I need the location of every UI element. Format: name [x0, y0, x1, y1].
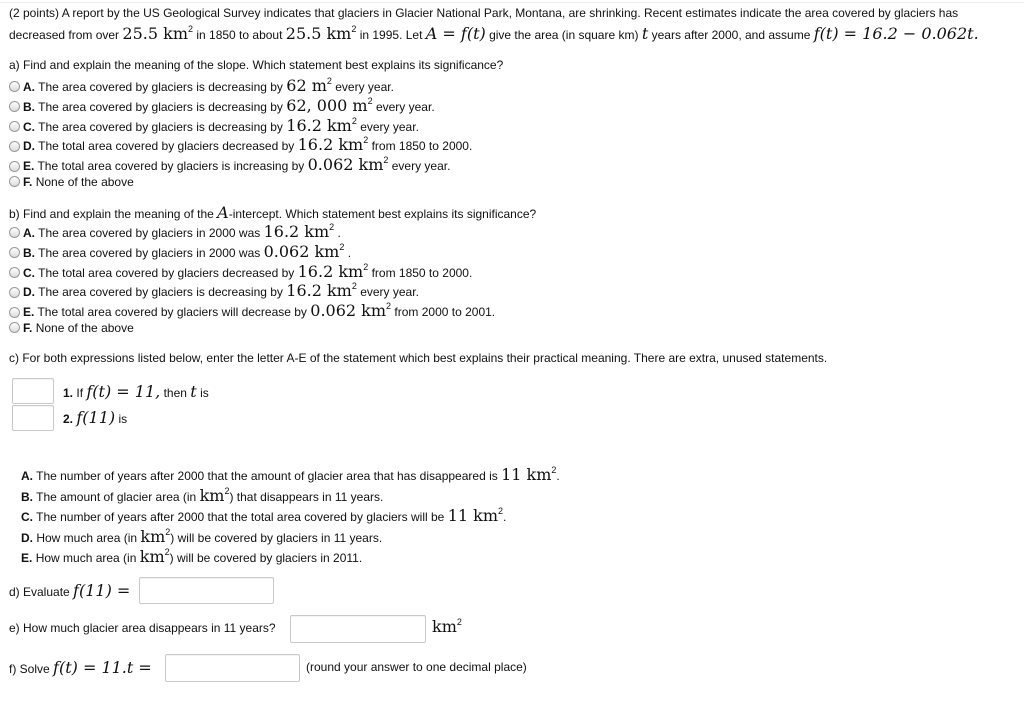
intro-math: 25.5 km: [122, 24, 188, 43]
part-f-label: [9, 658, 152, 677]
option-math: 16.2 km: [286, 281, 352, 301]
statement-row: [21, 465, 560, 484]
part-c-answer-1-input[interactable]: [12, 378, 54, 404]
item-math: f(11): [76, 408, 116, 427]
option-text: The area covered by glaciers is decreasing by: [38, 119, 283, 134]
statement-math: 11 km: [501, 465, 552, 484]
superscript: 2: [164, 547, 170, 558]
intro-math: t: [641, 24, 649, 43]
option-text: from 1850 to 2000.: [371, 265, 473, 280]
option-text: The total area covered by glaciers decreased by: [38, 139, 295, 154]
radio-button[interactable]: [9, 81, 20, 92]
statement-row: [21, 506, 506, 525]
option-letter: D.: [23, 139, 35, 154]
option-letter: E.: [23, 159, 35, 174]
part-c-answer-2-input[interactable]: [12, 405, 54, 431]
option-text: The area covered by glaciers is decreasing by: [38, 99, 283, 114]
question-text: b) Find and explain the meaning of the: [9, 207, 214, 221]
option-math: 0.062 km: [310, 301, 387, 321]
statement-text: .: [503, 510, 507, 525]
superscript: 2: [329, 222, 335, 232]
option-letter: E.: [23, 305, 35, 320]
part-c-item-1: [63, 382, 209, 401]
option-text: None of the above: [35, 321, 134, 335]
option-letter: B.: [23, 99, 35, 114]
option-text: The area covered by glaciers is decreasing by: [38, 80, 283, 94]
option-row[interactable]: [9, 242, 351, 261]
part-f-note: (round your answer to one decimal place): [306, 660, 527, 674]
item-text: is: [200, 386, 209, 400]
part-d-label: [9, 581, 130, 600]
statement-text: The number of years after 2000 that the total area covered by glaciers will be: [36, 510, 445, 525]
option-row[interactable]: [9, 321, 134, 335]
question-math: A: [217, 203, 229, 222]
item-text: then: [163, 386, 187, 400]
radio-button[interactable]: [9, 141, 20, 152]
option-letter: C.: [23, 119, 35, 134]
option-row[interactable]: [9, 222, 341, 241]
option-letter: D.: [23, 285, 35, 300]
statement-letter: C.: [21, 510, 33, 525]
radio-button[interactable]: [9, 247, 20, 258]
option-text: from 1850 to 2000.: [371, 139, 473, 154]
statement-letter: B.: [21, 489, 33, 504]
statement-text: that disappears in 11 years.: [236, 489, 384, 504]
statement-text: ): [170, 530, 175, 545]
superscript: 2: [367, 95, 373, 106]
radio-button[interactable]: [9, 322, 20, 333]
intro-text: in 1850 to about: [196, 28, 283, 42]
radio-button[interactable]: [9, 176, 20, 187]
statement-row: [21, 527, 382, 546]
option-letter: A.: [23, 226, 35, 240]
part-c-item-2: [63, 408, 127, 427]
item-math: t: [190, 382, 197, 401]
option-letter: B.: [23, 245, 35, 260]
statement-text: ): [229, 489, 234, 504]
item-number: 1.: [63, 386, 74, 400]
statement-text: How much area (in: [35, 551, 137, 566]
intro-text: give the area (in square km): [489, 28, 639, 42]
option-text: None of the above: [35, 175, 134, 189]
part-b-question: [9, 203, 536, 222]
question-text: f) Solve: [9, 662, 50, 676]
statement-letter: A.: [21, 469, 33, 483]
option-row[interactable]: [9, 281, 419, 300]
unit-math: km: [432, 617, 457, 636]
option-math: 0.062 km: [263, 241, 340, 261]
statement-text: .: [556, 469, 560, 483]
statement-text: How much area (in: [36, 530, 138, 545]
superscript: 2: [351, 281, 357, 292]
statement-text: will be covered by glaciers in 11 years.: [177, 530, 383, 545]
option-text: The area covered by glaciers in 2000 was: [38, 245, 261, 260]
superscript: 2: [551, 465, 557, 475]
option-row[interactable]: [9, 155, 450, 174]
option-text: every year.: [360, 285, 419, 300]
superscript: 2: [456, 617, 462, 627]
item-number: 2.: [63, 412, 74, 426]
part-a-question: a) Find and explain the meaning of the slope. Which statement best explains its significance?: [9, 58, 504, 72]
question-math: f(t) = 11.t =: [53, 658, 152, 677]
statement-text: ): [169, 551, 174, 566]
superscript: 2: [386, 301, 392, 312]
statement-math: km: [139, 547, 165, 567]
part-d-answer-input[interactable]: [139, 577, 274, 604]
option-math: 16.2 km: [297, 135, 364, 155]
statement-math: km: [140, 526, 166, 546]
item-math: f(t) = 11,: [86, 382, 161, 401]
intro-text: decreased from over: [9, 28, 120, 42]
option-text: every year.: [360, 119, 419, 134]
part-f-answer-input[interactable]: [165, 654, 300, 682]
option-text: from 2000 to 2001.: [394, 305, 496, 320]
option-row[interactable]: [9, 175, 134, 189]
superscript: 2: [383, 155, 389, 166]
option-text: every year.: [375, 99, 435, 114]
option-row[interactable]: [9, 135, 472, 154]
radio-button[interactable]: [9, 161, 20, 172]
intro-math: A = f(t): [425, 24, 486, 43]
option-letter: C.: [23, 265, 35, 280]
intro-math: 25.5 km: [285, 24, 352, 43]
statement-text: The number of years after 2000 that the amount of glacier area that has disappeared is: [36, 469, 498, 483]
option-math: 62, 000 m: [286, 95, 368, 115]
option-text: The total area covered by glaciers will decrease by: [37, 305, 307, 320]
superscript: 2: [165, 526, 171, 537]
option-math: 16.2 km: [263, 222, 330, 241]
option-text: .: [337, 226, 341, 240]
radio-button[interactable]: [9, 227, 20, 238]
superscript: 2: [351, 115, 357, 126]
superscript: 2: [339, 241, 345, 252]
statement-math: 11 km: [447, 506, 499, 526]
part-c-question: c) For both expressions listed below, enter the letter A-E of the statement which best explains their practical meaning. There are extra, unused statements.: [9, 351, 828, 365]
option-letter: F.: [23, 321, 33, 335]
option-row[interactable]: [9, 116, 419, 135]
radio-button[interactable]: [9, 307, 20, 318]
option-letter: A.: [23, 80, 35, 94]
option-math: 62 m: [286, 76, 327, 95]
radio-button[interactable]: [9, 101, 20, 112]
superscript: 2: [363, 135, 369, 146]
statement-text: The amount of glacier area (in: [36, 489, 197, 504]
question-math: f(11) =: [73, 581, 131, 600]
option-row[interactable]: [9, 96, 435, 115]
problem-intro-line2: [9, 24, 979, 43]
intro-text: years after 2000, and assume: [651, 28, 811, 42]
option-letter: F.: [23, 175, 33, 189]
option-row[interactable]: [9, 262, 472, 281]
option-text: every year.: [391, 159, 451, 174]
option-text: The total area covered by glaciers decreased by: [38, 265, 295, 280]
part-e-answer-input[interactable]: [290, 615, 426, 643]
option-text: every year.: [335, 80, 394, 94]
option-text: The area covered by glaciers in 2000 was: [38, 226, 261, 240]
intro-math: f(t) = 16.2 − 0.062t.: [813, 24, 979, 43]
item-text: If: [76, 386, 84, 400]
option-row[interactable]: [9, 76, 394, 95]
superscript: 2: [187, 24, 193, 34]
radio-button[interactable]: [9, 121, 20, 132]
option-text: The area covered by glaciers is decreasing by: [38, 285, 283, 300]
superscript: 2: [498, 506, 504, 517]
option-text: .: [347, 245, 352, 260]
question-text: -intercept. Which statement best explains its significance?: [228, 207, 537, 221]
statement-letter: D.: [21, 530, 33, 545]
statement-math: km: [199, 485, 225, 505]
part-e-label: e) How much glacier area disappears in 11 years?: [9, 621, 276, 635]
option-math: 0.062 km: [307, 155, 384, 175]
superscript: 2: [326, 76, 332, 86]
superscript: 2: [224, 485, 230, 496]
radio-button[interactable]: [9, 267, 20, 278]
option-math: 16.2 km: [286, 115, 352, 135]
superscript: 2: [363, 261, 369, 272]
intro-text: in 1995. Let: [359, 28, 423, 42]
part-e-unit: [432, 617, 462, 636]
option-text: The total area covered by glaciers is increasing by: [37, 159, 305, 174]
statement-letter: E.: [21, 551, 33, 566]
radio-button[interactable]: [9, 287, 20, 298]
option-math: 16.2 km: [297, 261, 364, 281]
question-text: d) Evaluate: [9, 585, 70, 599]
superscript: 2: [351, 24, 357, 34]
problem-intro-line1: (2 points) A report by the US Geological Survey indicates that glaciers in Glacier National Park, Montana, are shrinking. Recent estimates indicate the area covered by glaciers has: [9, 6, 959, 20]
item-text: is: [118, 412, 128, 426]
statement-text: will be covered by glaciers in 2011.: [176, 551, 363, 566]
statement-row: [21, 547, 362, 566]
statement-row: [21, 486, 383, 505]
option-row[interactable]: [9, 301, 495, 320]
